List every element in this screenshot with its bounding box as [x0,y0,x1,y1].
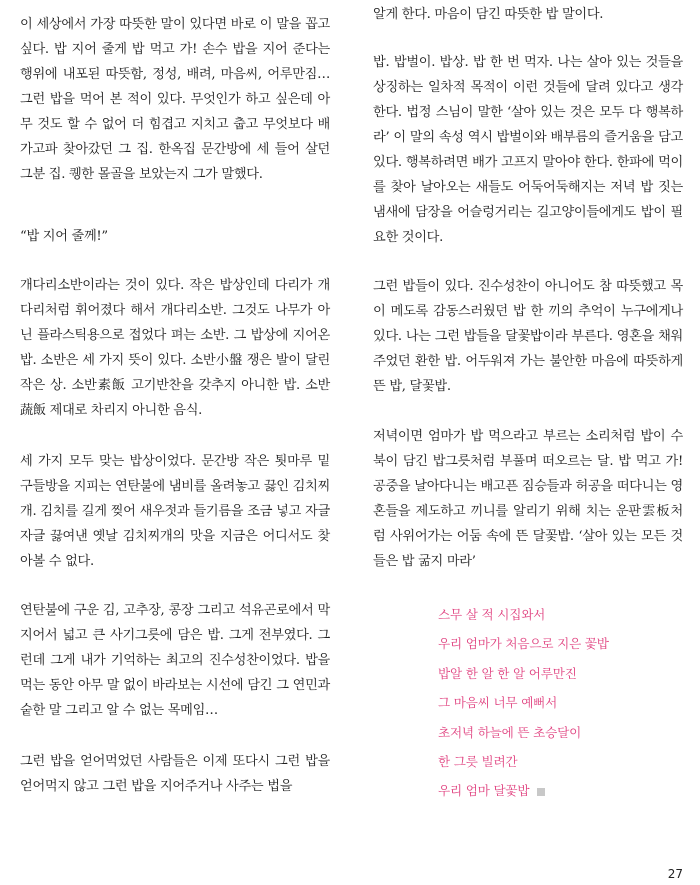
poem-line: 밥알 한 알 한 알 어루만진 [438,665,577,681]
poem-line: 한 그릇 빌려간 [438,753,518,769]
poem-line-text: 우리 엄마 달꽃밥 [438,783,530,799]
poem-line: 그 마음씨 너무 예뻐서 [438,695,558,711]
poem-line: 초저녁 하늘에 뜬 초승달이 [438,724,582,740]
paragraph-living-things: 밥. 밥벌이. 밥상. 밥 한 번 먹자. 나는 살아 있는 것들을 상징하는 일차적 목적이 이런 것들에 달려 있다고 생각한다. 법정 스님이 말한 ‘살아 있는 것은 모두 다 행복하라’ 이 말의 속성 역시 밥벌이와 배부름의 즐거움을 담고 있다. 행복하려면 배가 고프지 말아야 한다. 한파에 먹이를 찾아 날아오는 새들도 어둑어둑해지는 저녁 밥 짓는 냄새에 담장을 어슬렁거리는 길고양이들에게도 밥이 필요한 것이다. [373,55,683,245]
page-number: 27 [667,867,683,881]
poem [438,600,678,806]
end-square-icon [537,788,545,796]
poem-line: 스무 살 적 시집와서 [438,607,546,622]
poem-last-line [438,776,678,805]
paragraph-moon: 저녁이면 엄마가 밥 먹으라고 부르는 소리처럼 밥이 수북이 담긴 밥그릇처럼 부풀며 떠오르는 달. 밥 먹고 가! 공중을 날아다니는 배고픈 짐승들과 허공을 떠다니는 영혼들을 제도하고 끼니를 알리기 위해 치는 운판雲板처럼 사위어가는 어둠 속에 뜬 달꽃밥. ‘살아 있는 모든 것들은 밥 굶지 마라’ [373,429,683,569]
paragraph-dalkkotbap: 그런 밥들이 있다. 진수성찬이 아니어도 참 따뜻했고 목이 메도록 감동스러웠던 밥 한 끼의 추억이 누구에게나 있다. 나는 그런 밥들을 달꽃밥이라 부른다. 영혼을 채워주었던 환한 밥. 어두워져 가는 불안한 마음에 따뜻하게 뜬 밥, 달꽃밥. [373,279,683,394]
paragraph-feast: 연탄불에 구운 김, 고추장, 콩장 그리고 석유곤로에서 막 지어서 넓고 큰 사기그릇에 담은 밥. 그게 전부였다. 그런데 그게 내가 기억하는 최고의 진수성찬이었다. 밥을 먹는 동안 아무 말 없이 바라보는 시선에 담긴 그 연민과 숱한 말 그리고 알 수 없는 목메임… [20,603,330,718]
paragraph-warm-rice: 알게 한다. 마음이 담긴 따뜻한 밥 말이다. [373,7,604,22]
poem-line: 우리 엄마가 처음으로 지은 꽃밥 [438,636,609,652]
paragraph-soban: 개다리소반이라는 것이 있다. 작은 밥상인데 다리가 개다리처럼 휘어졌다 해서 개다리소반. 그것도 나무가 아닌 플라스틱용으로 접었다 펴는 소반. 그 밥상에 지어온 밥. 소반은 세 가지 뜻이 있다. 소반小盤 쟁은 발이 달린 작은 상. 소반素飯 고기반찬을 갖추지 아니한 밥. 소반蔬飯 제대로 차리지 아니한 음식. [20,278,330,418]
paragraph-kimchi-stew: 세 가지 모두 맞는 밥상이었다. 문간방 작은 툇마루 밑 구들방을 지피는 연탄불에 냄비를 올려놓고 끓인 김치찌개. 김치를 길게 찢어 새우젓과 들기름을 조금 넣고 자글자글 끓여낸 옛날 김치찌개의 맛을 지금은 어디서도 찾아볼 수 없다. [20,454,330,569]
paragraph-best-words: 이 세상에서 가장 따뜻한 말이 있다면 바로 이 말을 꼽고 싶다. 밥 지어 줄게 밥 먹고 가! 손수 밥을 지어 준다는 행위에 내포된 따뜻함, 정성, 배려, 마음씨, 어루만짐… 그런 밥을 먹어 본 적이 있다. 무엇인가 하고 싶은데 아무 것도 할 수 없어 더 힘겹고 지치고 춥고 무엇보다 배가고파 찾아갔던 그 집. 한옥집 문간방에 세 들어 살던 그분 집. 퀭한 몰골을 보았는지 그가 말했다. [20,17,330,182]
paragraph-continued: 그런 밥을 얻어먹었던 사람들은 이제 또다시 그런 밥을 얻어먹지 않고 그런 밥을 지어주거나 사주는 법을 [20,754,330,794]
paragraph-quote: “밥 지어 줄께!” [20,229,108,244]
